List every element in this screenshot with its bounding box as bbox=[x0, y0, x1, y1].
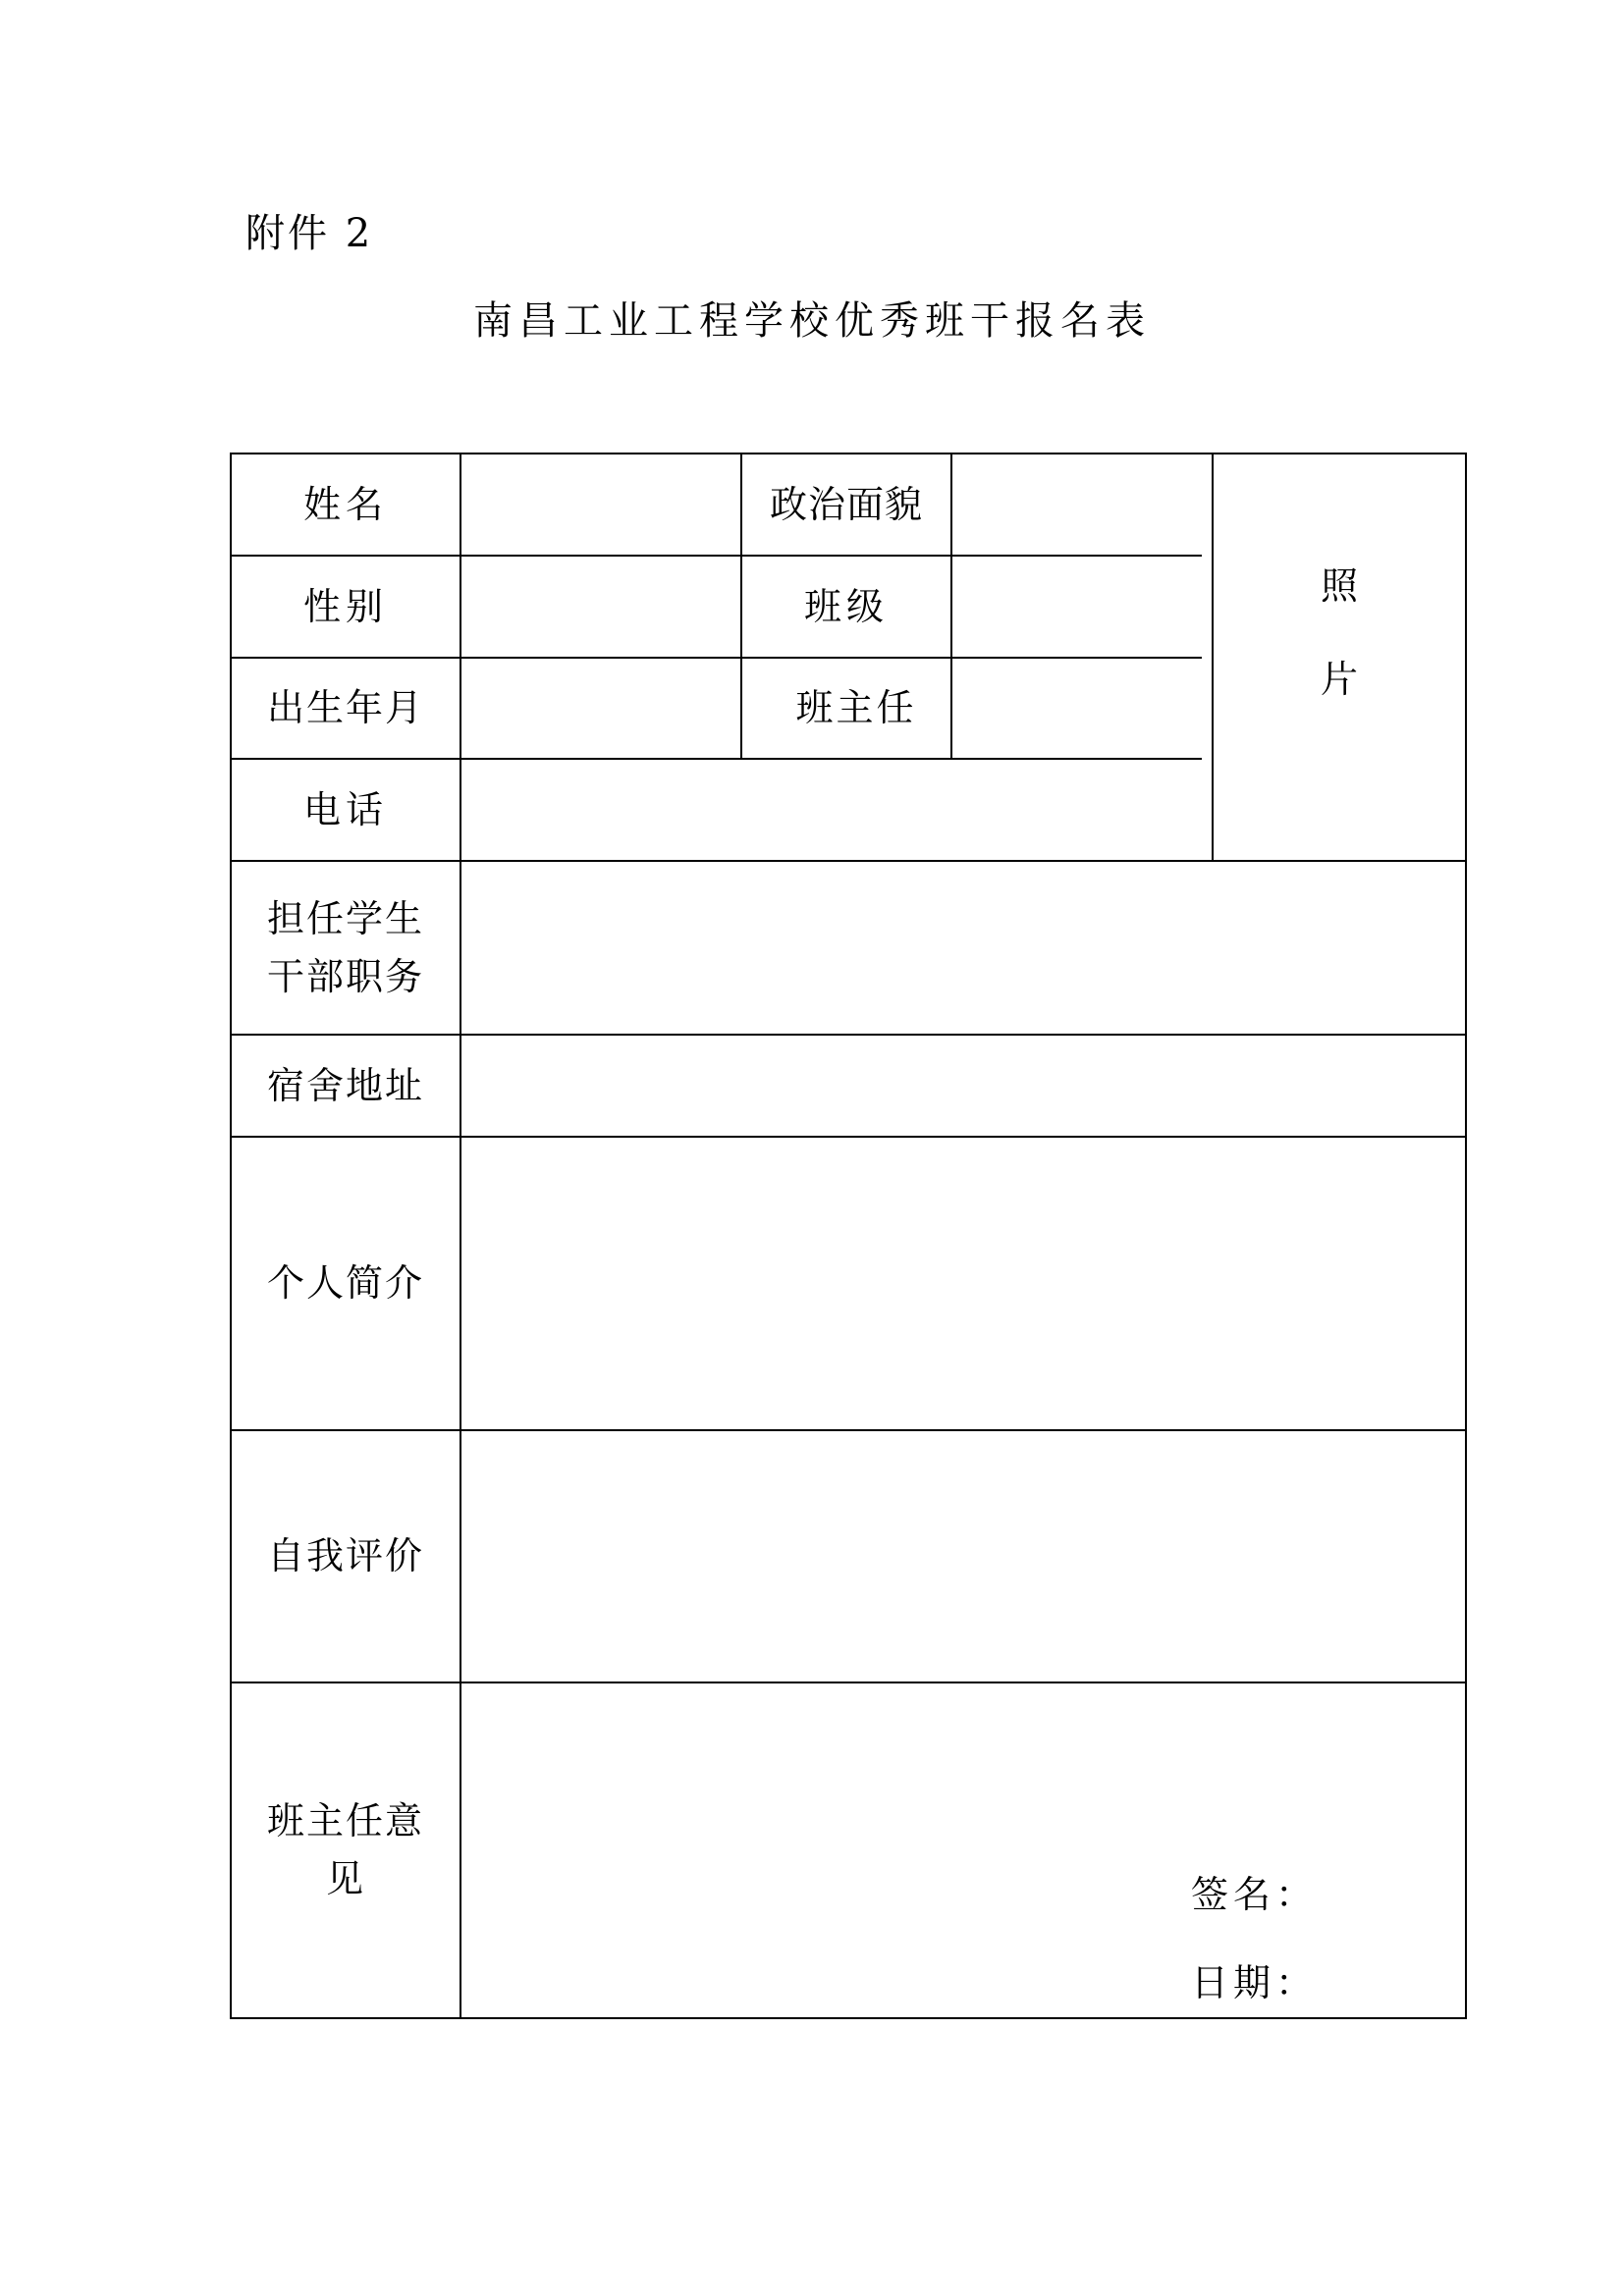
teacher-opinion-label-line2: 见 bbox=[325, 1857, 365, 1900]
cadre-position-field[interactable] bbox=[461, 862, 1465, 1034]
teacher-opinion-label bbox=[232, 1683, 460, 2017]
political-status-field[interactable] bbox=[952, 454, 1212, 555]
profile-field[interactable] bbox=[461, 1138, 1465, 1429]
dorm-address-field[interactable] bbox=[461, 1036, 1465, 1136]
cadre-position-label-line1: 担任学生 bbox=[266, 896, 424, 940]
form-title: 南昌工业工程学校优秀班干报名表 bbox=[473, 298, 1151, 344]
birth-date-field[interactable] bbox=[461, 659, 740, 758]
gender-field[interactable] bbox=[461, 557, 740, 657]
profile-label: 个人简介 bbox=[266, 1261, 424, 1306]
head-teacher-field[interactable] bbox=[952, 659, 1212, 758]
phone-label: 电话 bbox=[302, 787, 388, 831]
name-label: 姓名 bbox=[302, 482, 388, 526]
class-field[interactable] bbox=[952, 557, 1212, 657]
registration-form-table bbox=[230, 453, 1467, 2019]
name-field[interactable] bbox=[461, 454, 740, 555]
cadre-position-label-line2: 干部职务 bbox=[266, 954, 424, 998]
photo-label-line2: 片 bbox=[1320, 657, 1358, 701]
dorm-address-label: 宿舍地址 bbox=[266, 1063, 424, 1107]
date-label: 日期： bbox=[1191, 1961, 1319, 2004]
gender-label: 性别 bbox=[302, 584, 388, 628]
class-label: 班级 bbox=[803, 584, 889, 628]
birth-date-label: 出生年月 bbox=[266, 686, 424, 730]
political-status-label: 政治面貌 bbox=[769, 482, 923, 526]
teacher-opinion-label-line1: 班主任意 bbox=[266, 1799, 424, 1843]
self-evaluation-field[interactable] bbox=[461, 1431, 1465, 1682]
photo-placeholder[interactable] bbox=[1214, 454, 1465, 860]
photo-label-line1: 照 bbox=[1320, 563, 1358, 608]
attachment-label: 附件 2 bbox=[245, 211, 374, 256]
signature-label: 签名： bbox=[1191, 1873, 1319, 1916]
phone-field[interactable] bbox=[461, 760, 1212, 860]
head-teacher-label: 班主任 bbox=[795, 686, 917, 730]
cadre-position-label bbox=[232, 862, 460, 1034]
self-evaluation-label: 自我评价 bbox=[266, 1534, 424, 1578]
